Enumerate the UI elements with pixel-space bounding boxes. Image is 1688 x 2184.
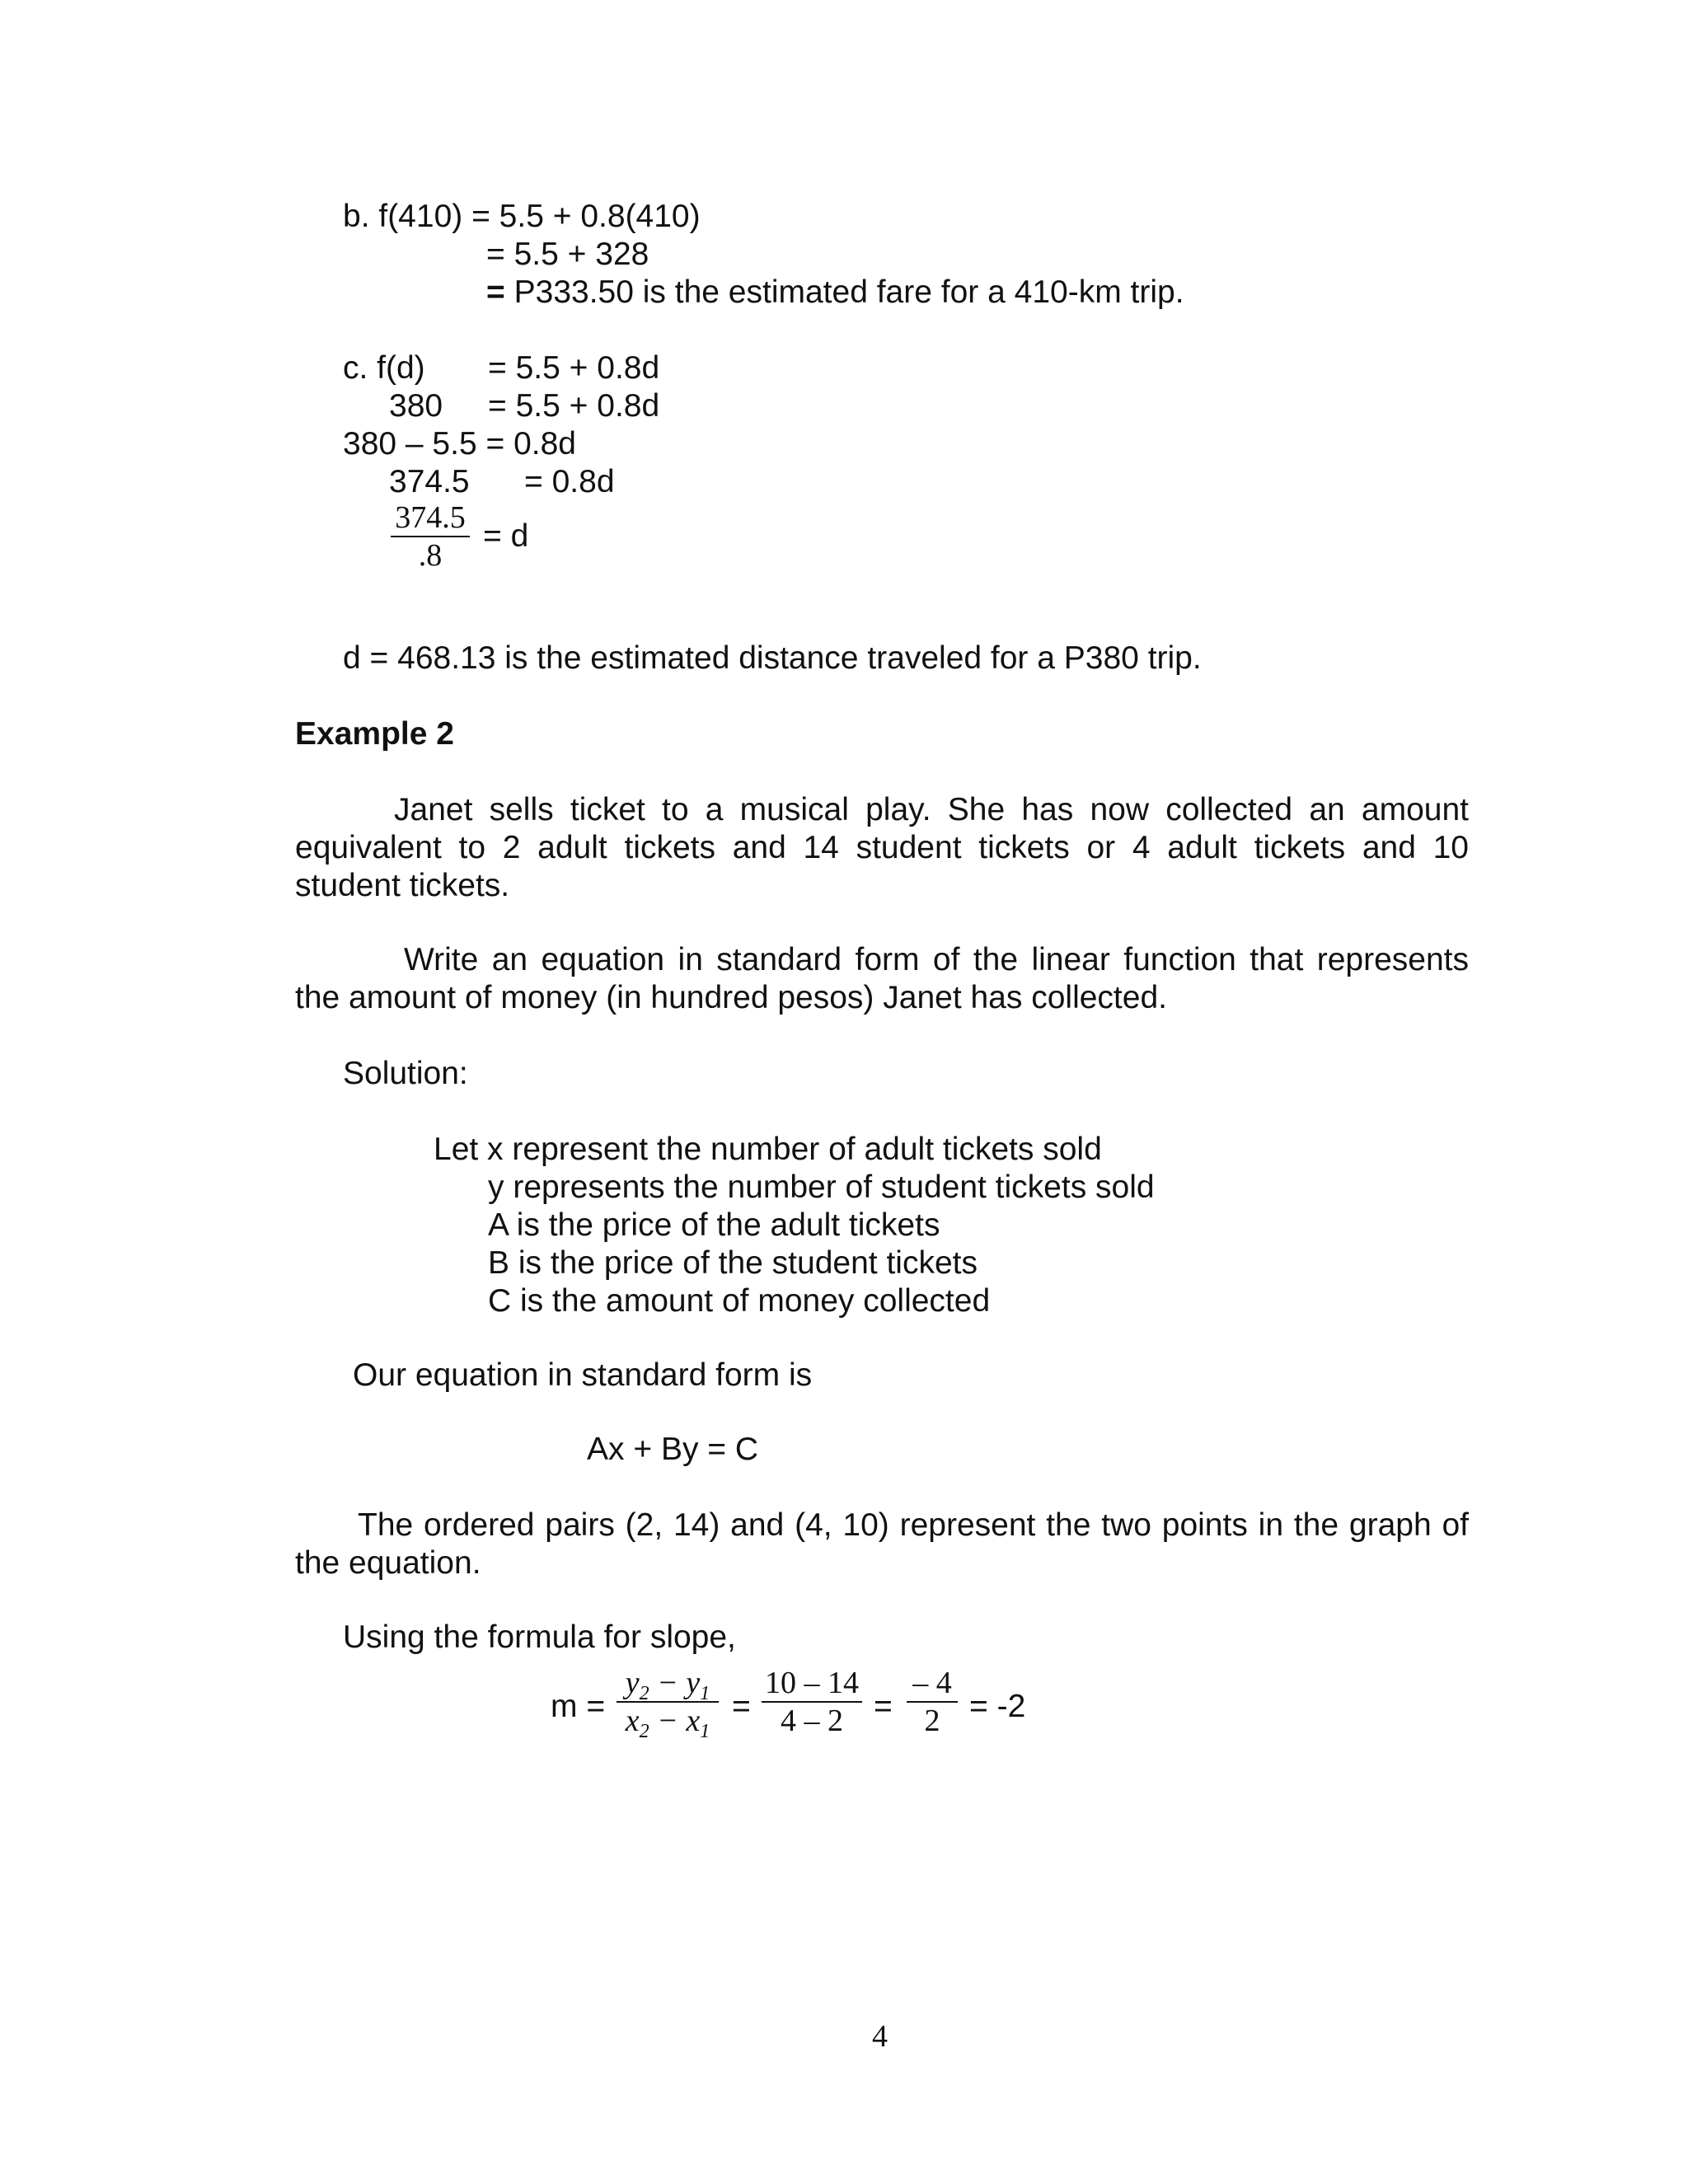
simplified-denominator: 2 xyxy=(924,1704,940,1738)
slope-formula-denominator: $x_2 - x_1$ xyxy=(625,1704,710,1742)
substituted-numerator: 10 – 14 xyxy=(762,1665,862,1703)
page-number: 4 xyxy=(872,2019,888,2054)
slope-formula-numerator: $y_2 - y_1$ xyxy=(617,1665,719,1703)
ordered-pairs-line-1: The ordered pairs (2, 14) and (4, 10) represent the two points in the graph of xyxy=(358,1507,1469,1543)
slope-formula-fraction xyxy=(617,1665,719,1742)
substituted-fraction xyxy=(762,1665,862,1739)
substituted-denominator: 4 – 2 xyxy=(781,1704,843,1738)
ordered-pairs-line-2: the equation. xyxy=(295,1545,481,1581)
part-b-line-2: = 5.5 + 328 xyxy=(486,237,649,272)
solution-label: Solution: xyxy=(343,1056,468,1091)
problem-line-3: student tickets. xyxy=(295,868,510,903)
variable-def-b: B is the price of the student tickets xyxy=(488,1245,978,1281)
problem-line-2: equivalent to 2 adult tickets and 14 student tickets or 4 adult tickets and 10 xyxy=(295,830,1469,865)
variable-def-x: Let x represent the number of adult tickets sold xyxy=(434,1132,1102,1167)
part-c-line-4-right: = 0.8d xyxy=(524,464,615,499)
part-c-line-3: 380 – 5.5 = 0.8d xyxy=(343,426,576,462)
simplified-numerator: – 4 xyxy=(907,1665,958,1703)
equals-sign-1: = xyxy=(732,1689,751,1724)
part-c-line-4-left: 374.5 xyxy=(389,464,470,499)
task-line-1: Write an equation in standard form of the linear function that represents xyxy=(404,942,1469,977)
example-2-heading: Example 2 xyxy=(295,716,454,752)
variable-def-a: A is the price of the adult tickets xyxy=(488,1207,940,1243)
simplified-fraction xyxy=(907,1665,958,1739)
standard-form-equation: Ax + By = C xyxy=(587,1432,759,1467)
slope-result: = -2 xyxy=(969,1689,1026,1724)
part-c-line-2-left: 380 xyxy=(389,388,443,424)
fraction-equals-d: = d xyxy=(483,518,529,554)
fraction-numerator: 374.5 xyxy=(391,499,470,537)
problem-line-1: Janet sells ticket to a musical play. She has now collected an amount xyxy=(394,792,1469,827)
bold-equals: = xyxy=(486,274,505,310)
part-c-line-1-right: = 5.5 + 0.8d xyxy=(488,350,660,386)
part-c-line-2-right: = 5.5 + 0.8d xyxy=(488,388,660,424)
variable-def-c: C is the amount of money collected xyxy=(488,1283,991,1319)
slope-intro: Using the formula for slope, xyxy=(343,1619,736,1655)
fraction-denominator: .8 xyxy=(418,538,443,573)
fraction-374-5-over-8 xyxy=(391,499,470,574)
variable-def-y: y represents the number of student tickets sold xyxy=(488,1169,1155,1205)
task-line-2: the amount of money (in hundred pesos) Janet has collected. xyxy=(295,980,1167,1015)
part-c-result: d = 468.13 is the estimated distance traveled for a P380 trip. xyxy=(343,640,1202,676)
part-b-line-1: b. f(410) = 5.5 + 0.8(410) xyxy=(343,199,701,234)
m-equals: m = xyxy=(551,1689,606,1724)
standard-form-intro: Our equation in standard form is xyxy=(353,1357,813,1393)
equals-sign-2: = xyxy=(874,1689,893,1724)
part-c-line-1-left: c. f(d) xyxy=(343,350,425,386)
part-b-line-3 xyxy=(486,274,1184,312)
part-b-line-3-text: P333.50 is the estimated fare for a 410-km trip. xyxy=(504,274,1184,310)
